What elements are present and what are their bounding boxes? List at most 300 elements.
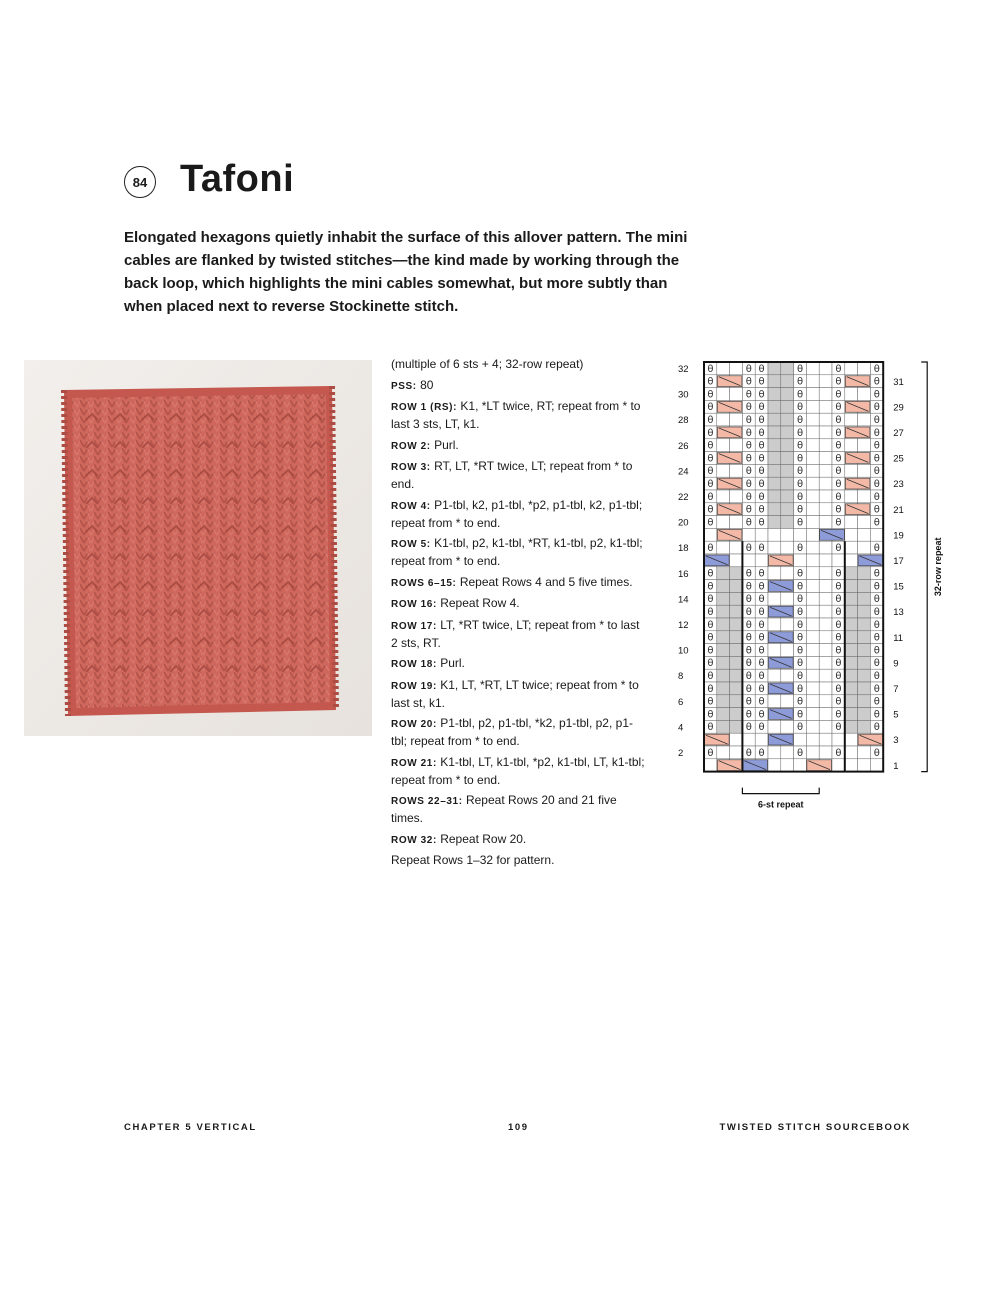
chart-cell — [781, 490, 794, 503]
row-number-left: 22 — [678, 492, 689, 503]
chart-cell — [768, 720, 781, 733]
twisted-stitch-mark: θ — [745, 594, 752, 606]
row-instruction — [391, 437, 646, 455]
twisted-stitch-mark: θ — [835, 504, 842, 516]
chart-cell — [858, 362, 871, 375]
twisted-stitch-mark: θ — [873, 709, 880, 721]
chart-cell — [806, 656, 819, 669]
chart-cell — [806, 528, 819, 541]
row-label: ROW 2: — [391, 440, 431, 452]
chart-cell — [781, 362, 794, 375]
twisted-stitch-mark: θ — [796, 376, 804, 388]
chart-cell — [717, 413, 730, 426]
chart-cell — [730, 464, 743, 477]
twisted-stitch-mark: θ — [835, 607, 842, 618]
twisted-stitch-mark: θ — [758, 415, 765, 426]
twisted-stitch-mark: θ — [745, 427, 752, 439]
stitch-repeat-bracket — [742, 788, 819, 794]
chart-cell — [781, 644, 794, 657]
chart-cell — [717, 618, 730, 631]
row-label: ROW 18: — [391, 659, 437, 670]
twisted-stitch-mark: θ — [707, 747, 714, 759]
twisted-stitch-mark: θ — [707, 722, 714, 734]
chart-cell — [730, 388, 743, 401]
chart-cell — [768, 413, 781, 426]
twisted-stitch-mark: θ — [873, 632, 880, 644]
chart-cell — [806, 605, 819, 618]
chart-cell — [858, 759, 871, 772]
twisted-stitch-mark: θ — [745, 645, 752, 657]
row-number-left: 6 — [678, 696, 684, 708]
twisted-stitch-mark: θ — [758, 594, 765, 606]
twisted-stitch-mark: θ — [745, 376, 752, 388]
twisted-stitch-mark: θ — [873, 517, 880, 529]
chart-cell — [717, 669, 730, 682]
twisted-stitch-mark: θ — [707, 645, 714, 657]
pattern-instructions — [391, 356, 646, 873]
twisted-stitch-mark: θ — [758, 376, 765, 388]
twisted-stitch-mark: θ — [758, 683, 765, 695]
chart-cell — [730, 669, 743, 682]
twisted-stitch-mark: θ — [835, 479, 842, 490]
twisted-stitch-mark: θ — [796, 696, 804, 708]
row-number-right: 31 — [893, 376, 904, 388]
chart-cell — [730, 631, 743, 644]
chart-cell — [794, 733, 807, 746]
chart-cell — [730, 682, 743, 695]
chart-cell — [768, 426, 781, 439]
chart-cell — [730, 554, 743, 567]
chart-cell — [730, 605, 743, 618]
twisted-stitch-mark: θ — [873, 594, 880, 606]
row-label: ROW 20: — [391, 719, 437, 730]
twisted-stitch-mark: θ — [745, 607, 752, 618]
row-text: Repeat Rows 4 and 5 five times. — [459, 574, 633, 589]
chart-cell — [819, 746, 832, 759]
twisted-stitch-mark: θ — [796, 658, 804, 670]
chart-cell — [819, 708, 832, 721]
twisted-stitch-mark: θ — [796, 671, 804, 682]
chart-cell — [717, 567, 730, 580]
row-number-right: 9 — [893, 658, 899, 670]
chart-cell — [730, 541, 743, 554]
chart-cell — [768, 644, 781, 657]
chart-cell — [845, 516, 858, 529]
row-label: ROWS 6–15: — [391, 577, 457, 589]
twisted-stitch-mark: θ — [707, 466, 714, 478]
twisted-stitch-mark: θ — [758, 607, 765, 618]
twisted-stitch-mark: θ — [796, 543, 804, 554]
twisted-stitch-mark: θ — [758, 491, 765, 503]
row-number-right: 19 — [893, 530, 904, 542]
chart-cell — [845, 554, 858, 567]
twisted-stitch-mark: θ — [873, 747, 880, 759]
chart-cell — [845, 656, 858, 669]
twisted-stitch-mark: θ — [758, 671, 765, 682]
twisted-stitch-mark: θ — [758, 543, 765, 554]
chart-cell — [794, 554, 807, 567]
row-text: P1-tbl, k2, p1-tbl, *p2, p1-tbl, k2, p1-tbl; repeat from * to end. — [391, 497, 643, 530]
multiple-note: (multiple of 6 sts + 4; 32-row repeat) — [391, 357, 584, 371]
twisted-stitch-mark: θ — [745, 389, 752, 401]
twisted-stitch-mark: θ — [796, 427, 804, 439]
twisted-stitch-mark: θ — [796, 466, 804, 478]
row-number-left: 8 — [678, 671, 684, 683]
chart-cell — [806, 720, 819, 733]
twisted-stitch-mark: θ — [745, 568, 752, 580]
twisted-stitch-mark: θ — [835, 568, 842, 580]
row-number-right: 1 — [893, 760, 899, 772]
chart-cell — [781, 503, 794, 516]
twisted-stitch-mark: θ — [873, 671, 880, 682]
twisted-stitch-mark: θ — [873, 543, 880, 554]
chart-cell — [806, 439, 819, 452]
chart-cell — [768, 477, 781, 490]
chart-cell — [858, 720, 871, 733]
chart-cell — [858, 490, 871, 503]
chart-cell — [768, 439, 781, 452]
chart-cell — [730, 567, 743, 580]
chart-cell — [819, 490, 832, 503]
row-number-right: 21 — [893, 504, 904, 516]
twisted-stitch-mark: θ — [745, 363, 752, 375]
chart-cell — [768, 746, 781, 759]
row-text: K1-tbl, LT, k1-tbl, *p2, k1-tbl, LT, k1-tbl; repeat from * to end. — [391, 754, 645, 787]
row-instructions — [391, 398, 646, 849]
chart-cell — [717, 644, 730, 657]
twisted-stitch-mark: θ — [758, 479, 765, 490]
chart-cell — [819, 541, 832, 554]
chart-cell — [730, 695, 743, 708]
twisted-stitch-mark: θ — [835, 632, 842, 644]
chart-cell — [819, 592, 832, 605]
chart-cell — [730, 362, 743, 375]
row-number-left: 14 — [678, 594, 689, 606]
chart-cell — [768, 464, 781, 477]
chart-cell — [742, 554, 755, 567]
chart-cell — [845, 631, 858, 644]
twisted-stitch-mark: θ — [745, 543, 752, 554]
row-number-right: 27 — [893, 428, 904, 439]
chart-cell — [845, 682, 858, 695]
twisted-stitch-mark: θ — [707, 709, 714, 721]
chart-cell — [819, 516, 832, 529]
row-instruction — [391, 655, 646, 673]
twisted-stitch-mark: θ — [796, 363, 804, 375]
chart-cell — [781, 618, 794, 631]
twisted-stitch-mark: θ — [707, 696, 714, 708]
row-number-left: 26 — [678, 440, 689, 452]
chart-cell — [845, 528, 858, 541]
twisted-stitch-mark: θ — [707, 581, 714, 593]
chart-cell — [755, 554, 768, 567]
twisted-stitch-mark: θ — [796, 607, 804, 618]
twisted-stitch-mark: θ — [707, 402, 714, 414]
chart-cell — [819, 464, 832, 477]
row-label: ROW 19: — [391, 680, 437, 692]
twisted-stitch-mark: θ — [758, 517, 765, 529]
row-label: ROW 16: — [391, 599, 437, 610]
chart-cell — [781, 720, 794, 733]
chart-cell — [858, 644, 871, 657]
twisted-stitch-mark: θ — [745, 658, 752, 670]
chart-cell — [858, 464, 871, 477]
row-number-right: 17 — [893, 556, 904, 567]
row-number-right: 5 — [893, 709, 899, 721]
chart-cell — [819, 720, 832, 733]
twisted-stitch-mark: θ — [835, 389, 842, 401]
row-label: ROW 21: — [391, 757, 437, 769]
chart-cell — [717, 720, 730, 733]
twisted-stitch-mark: θ — [745, 671, 752, 682]
chart-cell — [845, 720, 858, 733]
chart-cell — [819, 375, 832, 388]
chart-cell — [717, 631, 730, 644]
chart-cell — [768, 528, 781, 541]
page-title: Tafoni — [180, 158, 295, 200]
chart-graphic — [660, 358, 960, 818]
chart-cell — [832, 733, 845, 746]
chart-cell — [806, 503, 819, 516]
twisted-stitch-mark: θ — [796, 517, 804, 529]
pattern-number: 84 — [132, 174, 148, 190]
row-text: Repeat Rows 20 and 21 five times. — [391, 793, 617, 825]
row-instruction — [391, 458, 646, 493]
twisted-stitch-mark: θ — [835, 645, 842, 657]
chart-cell — [819, 413, 832, 426]
chart-cell — [717, 708, 730, 721]
twisted-stitch-mark: θ — [758, 568, 765, 580]
chart-cell — [870, 528, 883, 541]
twisted-stitch-mark: θ — [873, 607, 880, 618]
twisted-stitch-mark: θ — [796, 709, 804, 721]
twisted-stitch-mark: θ — [796, 581, 804, 593]
row-repeat-bracket — [921, 362, 927, 772]
chart-cell — [730, 746, 743, 759]
twisted-stitch-mark: θ — [707, 517, 714, 529]
chart-cell — [730, 439, 743, 452]
chart-cell — [845, 490, 858, 503]
row-text: Repeat Row 20. — [440, 831, 527, 846]
chart-cell — [768, 516, 781, 529]
twisted-stitch-mark: θ — [873, 466, 880, 478]
chart-cell — [717, 592, 730, 605]
chart-cell — [768, 375, 781, 388]
twisted-stitch-mark: θ — [745, 747, 752, 759]
twisted-stitch-mark: θ — [835, 491, 842, 503]
row-instruction — [391, 715, 646, 750]
twisted-stitch-mark: θ — [835, 581, 842, 593]
chart-cell — [819, 388, 832, 401]
twisted-stitch-mark: θ — [796, 594, 804, 606]
chart-cell — [781, 541, 794, 554]
twisted-stitch-mark: θ — [873, 453, 880, 465]
twisted-stitch-mark: θ — [745, 619, 752, 631]
twisted-stitch-mark: θ — [758, 389, 765, 401]
stitch-chart — [660, 358, 960, 823]
row-instruction — [391, 792, 646, 827]
chart-cell — [781, 669, 794, 682]
chart-cell — [794, 528, 807, 541]
twisted-stitch-mark: θ — [745, 479, 752, 490]
row-number-left: 18 — [678, 543, 689, 555]
twisted-stitch-mark: θ — [707, 427, 714, 439]
row-text: K1-tbl, p2, k1-tbl, *RT, k1-tbl, p2, k1-tbl; repeat from * to end. — [391, 536, 643, 568]
row-number-right: 7 — [893, 684, 899, 695]
chart-cell — [717, 605, 730, 618]
chart-cell — [806, 541, 819, 554]
chart-cell — [717, 362, 730, 375]
chart-cell — [806, 554, 819, 567]
twisted-stitch-mark: θ — [758, 363, 765, 375]
twisted-stitch-mark: θ — [796, 479, 804, 490]
chart-cell — [717, 746, 730, 759]
chart-cell — [858, 528, 871, 541]
twisted-stitch-mark: θ — [873, 479, 880, 490]
chart-cell — [806, 618, 819, 631]
twisted-stitch-mark: θ — [796, 632, 804, 644]
twisted-stitch-mark: θ — [707, 607, 714, 618]
chart-cell — [781, 439, 794, 452]
twisted-stitch-mark: θ — [758, 722, 765, 734]
chart-cell — [717, 656, 730, 669]
chart-cell — [858, 413, 871, 426]
chart-cell — [806, 695, 819, 708]
chart-cell — [717, 682, 730, 695]
chart-cell — [730, 413, 743, 426]
twisted-stitch-mark: θ — [745, 504, 752, 516]
chart-cell — [781, 528, 794, 541]
chart-cell — [858, 695, 871, 708]
row-number-left: 24 — [678, 466, 689, 478]
twisted-stitch-mark: θ — [707, 543, 714, 554]
twisted-stitch-mark: θ — [758, 504, 765, 516]
chart-cell — [819, 452, 832, 465]
twisted-stitch-mark: θ — [873, 491, 880, 503]
chart-cell — [806, 400, 819, 413]
twisted-stitch-mark: θ — [745, 581, 752, 593]
chart-cell — [768, 503, 781, 516]
twisted-stitch-mark: θ — [796, 619, 804, 631]
row-label: ROW 4: — [391, 500, 431, 512]
twisted-stitch-mark: θ — [758, 453, 765, 465]
chart-cell — [845, 567, 858, 580]
twisted-stitch-mark: θ — [835, 440, 842, 452]
twisted-stitch-mark: θ — [707, 594, 714, 606]
row-text: P1-tbl, p2, p1-tbl, *k2, p1-tbl, p2, p1-tbl; repeat from * to end. — [391, 716, 633, 748]
chart-cell — [806, 580, 819, 593]
chart-cell — [730, 580, 743, 593]
chart-cell — [858, 541, 871, 554]
twisted-stitch-mark: θ — [835, 722, 842, 734]
twisted-stitch-mark: θ — [758, 709, 765, 721]
chart-cell — [768, 567, 781, 580]
twisted-stitch-mark: θ — [873, 568, 880, 580]
twisted-stitch-mark: θ — [873, 504, 880, 516]
twisted-stitch-mark: θ — [835, 466, 842, 478]
chart-cell — [730, 618, 743, 631]
chart-cell — [845, 695, 858, 708]
chart-cell — [806, 464, 819, 477]
chart-cell — [730, 733, 743, 746]
twisted-stitch-mark: θ — [707, 504, 714, 516]
row-text: Repeat Row 4. — [440, 596, 520, 610]
chart-cell — [858, 669, 871, 682]
twisted-stitch-mark: θ — [873, 402, 880, 414]
footer-page-number: 109 — [508, 1122, 529, 1133]
twisted-stitch-mark: θ — [707, 376, 714, 388]
twisted-stitch-mark: θ — [835, 415, 842, 426]
chart-cell — [845, 708, 858, 721]
chart-cell — [845, 618, 858, 631]
row-text: K1, *LT twice, RT; repeat from * to last 3 sts, LT, k1. — [391, 399, 641, 431]
twisted-stitch-mark: θ — [745, 466, 752, 478]
chart-cell — [781, 592, 794, 605]
chart-cell — [704, 528, 717, 541]
chart-cell — [819, 426, 832, 439]
chart-cell — [845, 413, 858, 426]
chart-cell — [781, 695, 794, 708]
chart-cell — [819, 733, 832, 746]
chart-cell — [858, 592, 871, 605]
chart-cell — [768, 362, 781, 375]
twisted-stitch-mark: θ — [745, 696, 752, 708]
chart-cell — [730, 592, 743, 605]
row-instruction — [391, 595, 646, 613]
twisted-stitch-mark: θ — [758, 427, 765, 439]
twisted-stitch-mark: θ — [796, 504, 804, 516]
row-number-left: 16 — [678, 568, 689, 580]
chart-cell — [806, 644, 819, 657]
chart-cell — [742, 733, 755, 746]
chart-cell — [717, 516, 730, 529]
chart-cell — [794, 759, 807, 772]
twisted-stitch-mark: θ — [758, 696, 765, 708]
pss-line — [391, 377, 646, 395]
twisted-stitch-mark: θ — [745, 683, 752, 695]
row-text: K1, LT, *RT, LT twice; repeat from * to last st, k1. — [391, 677, 639, 710]
chart-cell — [845, 669, 858, 682]
twisted-stitch-mark: θ — [758, 619, 765, 631]
chart-cell — [819, 580, 832, 593]
row-number-right: 25 — [893, 453, 904, 465]
twisted-stitch-mark: θ — [745, 491, 752, 503]
pss-label: PSS: — [391, 380, 417, 392]
chart-cell — [806, 682, 819, 695]
chart-cell — [858, 439, 871, 452]
chart-cell — [781, 452, 794, 465]
chart-cell — [845, 592, 858, 605]
row-repeat-label: 32-row repeat — [933, 537, 944, 597]
chart-cell — [858, 388, 871, 401]
twisted-stitch-mark: θ — [873, 619, 880, 631]
pattern-number-badge — [124, 166, 156, 198]
chart-cell — [870, 759, 883, 772]
twisted-stitch-mark: θ — [835, 376, 842, 388]
row-number-left: 32 — [678, 364, 689, 375]
chart-cell — [768, 452, 781, 465]
chart-cell — [819, 669, 832, 682]
twisted-stitch-mark: θ — [707, 568, 714, 580]
twisted-stitch-mark: θ — [873, 427, 880, 439]
twisted-stitch-mark: θ — [873, 415, 880, 426]
twisted-stitch-mark: θ — [758, 645, 765, 657]
chart-cell — [845, 541, 858, 554]
twisted-stitch-mark: θ — [873, 363, 880, 375]
chart-cell — [768, 669, 781, 682]
twisted-stitch-mark: θ — [758, 581, 765, 593]
twisted-stitch-mark: θ — [835, 709, 842, 721]
